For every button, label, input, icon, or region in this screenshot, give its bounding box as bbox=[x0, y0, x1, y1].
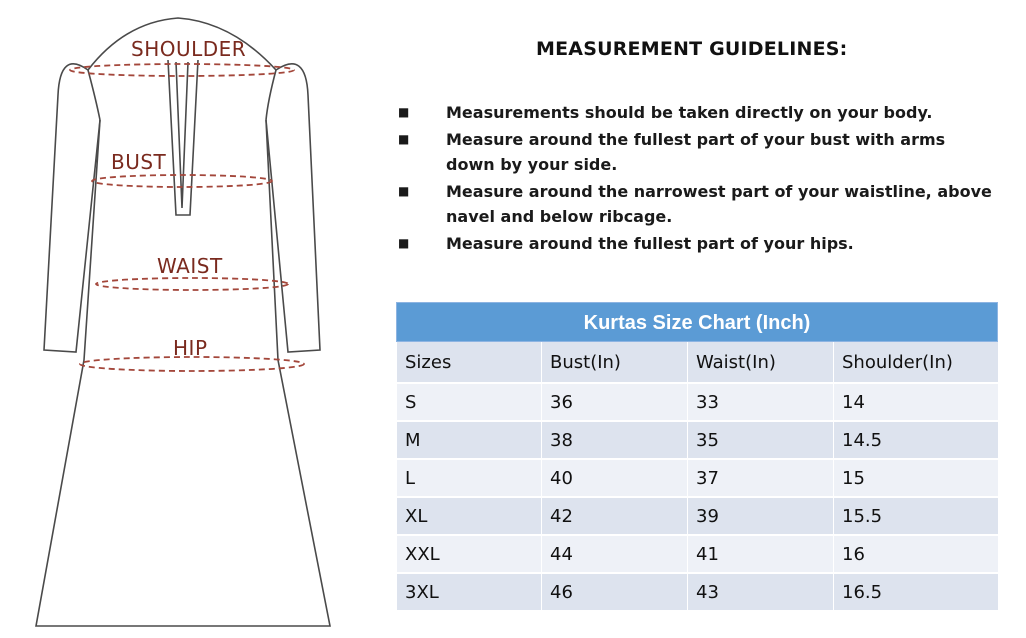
guideline-text: Measure around the fullest part of your bust with arms down by your side. bbox=[446, 130, 946, 174]
kurta-illustration bbox=[0, 0, 360, 638]
shoulder-cell: 16.5 bbox=[833, 574, 998, 612]
size-chart bbox=[396, 302, 998, 612]
shoulder-line bbox=[70, 64, 294, 76]
shoulder-cell: 16 bbox=[833, 536, 998, 574]
guideline-item bbox=[396, 100, 996, 125]
size-cell: 3XL bbox=[396, 574, 541, 612]
table-row bbox=[396, 460, 998, 498]
bust-cell: 42 bbox=[541, 498, 687, 536]
table-row bbox=[396, 498, 998, 536]
waist-line bbox=[96, 278, 288, 290]
size-cell: XL bbox=[396, 498, 541, 536]
table-row bbox=[396, 574, 998, 612]
shoulder-label: SHOULDER bbox=[131, 37, 247, 61]
bullet-icon: ■ bbox=[398, 236, 410, 250]
bust-cell: 44 bbox=[541, 536, 687, 574]
column-header: Shoulder(In) bbox=[833, 342, 998, 384]
table-row bbox=[396, 384, 998, 422]
kurta-body-outline bbox=[36, 18, 330, 626]
bust-cell: 40 bbox=[541, 460, 687, 498]
size-cell: L bbox=[396, 460, 541, 498]
size-chart-title: Kurtas Size Chart (Inch) bbox=[396, 302, 998, 342]
waist-cell: 35 bbox=[687, 422, 833, 460]
column-header: Waist(In) bbox=[687, 342, 833, 384]
guideline-text: Measure around the fullest part of your hips. bbox=[446, 234, 854, 253]
guideline-text: Measure around the narrowest part of your waistline, above navel and below ribcage. bbox=[446, 182, 992, 226]
measurement-lines bbox=[70, 64, 304, 371]
waist-cell: 33 bbox=[687, 384, 833, 422]
bust-line bbox=[92, 175, 272, 187]
column-header: Bust(In) bbox=[541, 342, 687, 384]
table-header-row bbox=[396, 342, 998, 384]
waist-label: WAIST bbox=[157, 254, 223, 278]
shoulder-cell: 15 bbox=[833, 460, 998, 498]
guideline-text: Measurements should be taken directly on your body. bbox=[446, 103, 933, 122]
guideline-item bbox=[396, 231, 996, 256]
guideline-item bbox=[396, 127, 996, 177]
bullet-icon: ■ bbox=[398, 184, 410, 198]
bust-cell: 36 bbox=[541, 384, 687, 422]
size-cell: M bbox=[396, 422, 541, 460]
shoulder-cell: 15.5 bbox=[833, 498, 998, 536]
guidelines-title: MEASUREMENT GUIDELINES: bbox=[536, 38, 848, 60]
column-header: Sizes bbox=[396, 342, 541, 384]
waist-cell: 39 bbox=[687, 498, 833, 536]
bust-cell: 38 bbox=[541, 422, 687, 460]
shoulder-cell: 14 bbox=[833, 384, 998, 422]
guidelines-list bbox=[396, 100, 996, 258]
guideline-item bbox=[396, 179, 996, 229]
hip-label: HIP bbox=[173, 336, 208, 360]
bullet-icon: ■ bbox=[398, 105, 410, 119]
bullet-icon: ■ bbox=[398, 132, 410, 146]
bust-cell: 46 bbox=[541, 574, 687, 612]
waist-cell: 41 bbox=[687, 536, 833, 574]
kurta-outline-drawing bbox=[0, 0, 360, 638]
bust-label: BUST bbox=[111, 150, 167, 174]
size-cell: XXL bbox=[396, 536, 541, 574]
table-row bbox=[396, 536, 998, 574]
waist-cell: 37 bbox=[687, 460, 833, 498]
waist-cell: 43 bbox=[687, 574, 833, 612]
size-chart-table bbox=[396, 342, 998, 612]
size-cell: S bbox=[396, 384, 541, 422]
shoulder-cell: 14.5 bbox=[833, 422, 998, 460]
table-row bbox=[396, 422, 998, 460]
